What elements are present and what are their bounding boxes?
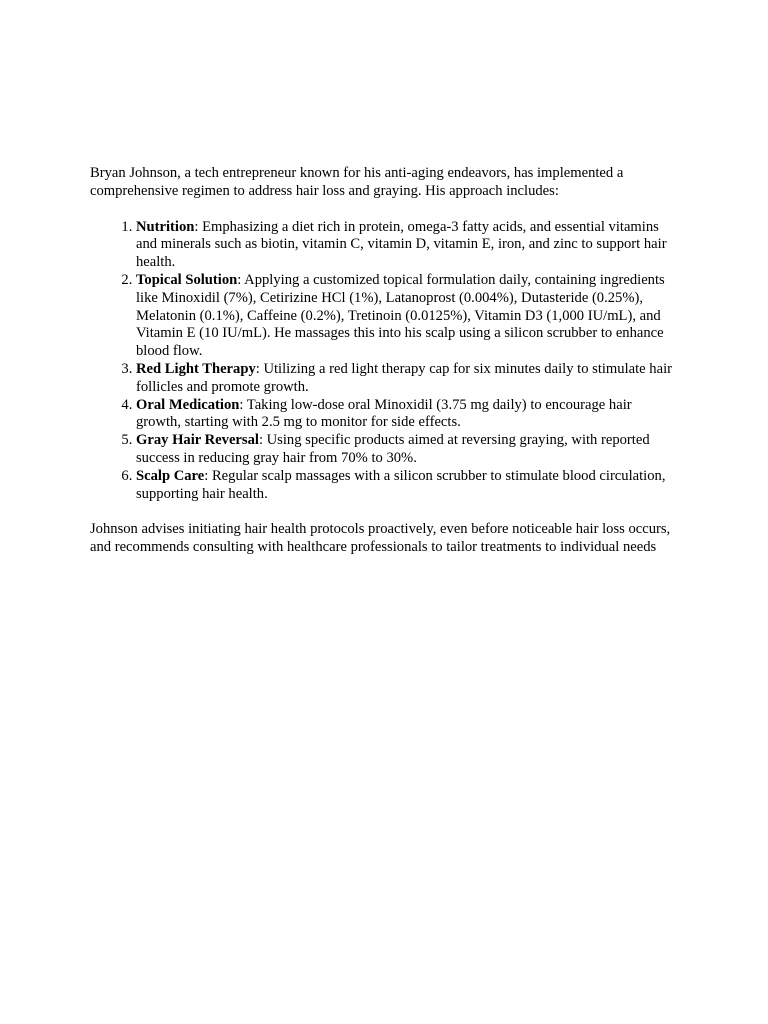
- item-term: Oral Medication: [136, 396, 240, 413]
- list-item: [136, 219, 680, 272]
- closing-paragraph: Johnson advises initiating hair health protocols proactively, even before noticeable hair loss occurs, and recommends consulting with healthcare professionals to tailor treatments to individual needs: [90, 521, 671, 556]
- list-item: [136, 432, 680, 468]
- item-text: : Utilizing a red light therapy cap for six minutes daily to stimulate hair follicles and promote growth.: [136, 360, 672, 395]
- item-text: : Regular scalp massages with a silicon scrubber to stimulate blood circulation, supporting hair health.: [136, 467, 666, 502]
- list-item: [136, 397, 680, 433]
- item-term: Topical Solution: [136, 271, 238, 288]
- list-item: [136, 361, 680, 397]
- item-term: Scalp Care: [136, 467, 205, 484]
- item-term: Gray Hair Reversal: [136, 432, 259, 449]
- item-term: Nutrition: [136, 218, 195, 235]
- item-text: : Taking low-dose oral Minoxidil (3.75 mg daily) to encourage hair growth, starting with 2.5 mg to monitor for side effects.: [136, 396, 632, 431]
- item-text: : Using specific products aimed at reversing graying, with reported success in reducing gray hair from 70% to 30%.: [136, 432, 650, 466]
- intro-paragraph: Bryan Johnson, a tech entrepreneur known for his anti-aging endeavors, has implemented a comprehensive regimen to address hair loss and graying. His approach includes:: [90, 165, 624, 199]
- list-item: [136, 468, 680, 504]
- item-text: : Emphasizing a diet rich in protein, omega-3 fatty acids, and essential vitamins and minerals such as biotin, vitamin C, vitamin D, vitamin E, iron, and zinc to support hair health.: [136, 218, 667, 271]
- list-item: [136, 272, 680, 361]
- regimen-list: [90, 219, 680, 504]
- document-page: [90, 165, 680, 557]
- item-term: Red Light Therapy: [136, 360, 256, 377]
- item-text: : Applying a customized topical formulation daily, containing ingredients like Minoxidil (7%), Cetirizine HCl (1%), Latanoprost (0.004%), Dutasteride (0.25%), Melatonin (0.1%), Caffeine (0.2%), Tretinoin (0.0125%), Vitamin D3 (1,000 IU/mL), and Vitamin E (10 IU/mL). He massages this into his scalp using a silicon scrubber to enhance blood flow.: [136, 271, 665, 360]
